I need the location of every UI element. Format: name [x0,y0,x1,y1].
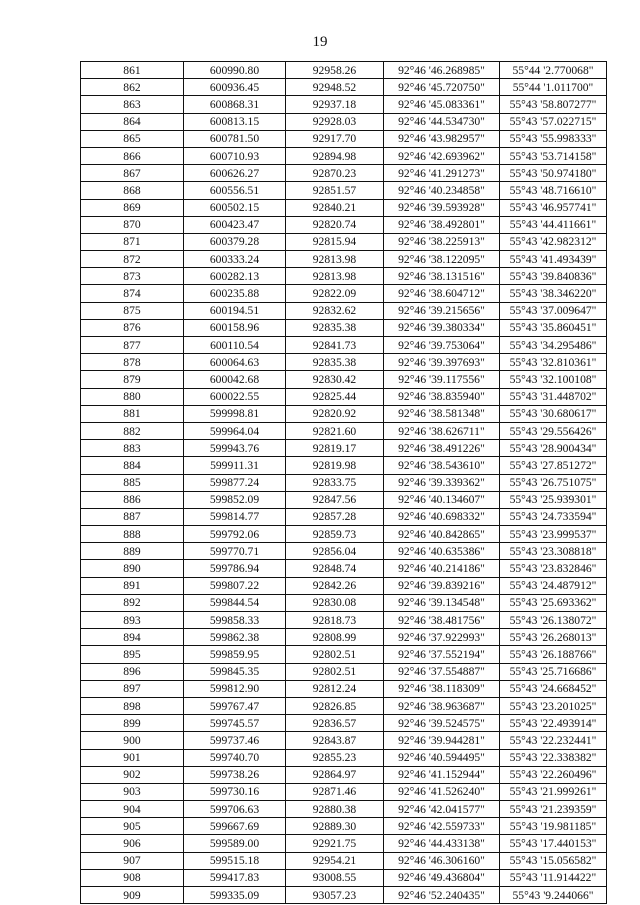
point-number-cell: 869 [81,199,184,216]
latitude-cell: 55°43 '25.716686" [500,663,607,680]
longitude-cell: 92°46 '39.117556" [384,371,500,388]
latitude-cell: 55°43 '31.448702" [500,388,607,405]
point-number-cell: 892 [81,594,184,611]
table-row [81,629,607,646]
point-number-cell: 908 [81,869,184,886]
table-row [81,818,607,835]
latitude-cell: 55°43 '44.411661" [500,216,607,233]
y-coordinate-cell: 92948.52 [286,79,384,96]
table-row [81,732,607,749]
y-coordinate-cell: 92842.26 [286,577,384,594]
longitude-cell: 92°46 '37.554887" [384,663,500,680]
x-coordinate-cell: 600379.28 [184,233,286,250]
table-row [81,646,607,663]
longitude-cell: 92°46 '41.152944" [384,766,500,783]
point-number-cell: 882 [81,422,184,439]
point-number-cell: 872 [81,251,184,268]
point-number-cell: 885 [81,474,184,491]
y-coordinate-cell: 92917.70 [286,130,384,147]
x-coordinate-cell: 599730.16 [184,783,286,800]
y-coordinate-cell: 92821.60 [286,422,384,439]
point-number-cell: 888 [81,526,184,543]
x-coordinate-cell: 600990.80 [184,62,286,79]
latitude-cell: 55°43 '28.900434" [500,440,607,457]
latitude-cell: 55°43 '38.346220" [500,285,607,302]
y-coordinate-cell: 92856.04 [286,543,384,560]
y-coordinate-cell: 92871.46 [286,783,384,800]
longitude-cell: 92°46 '45.720750" [384,79,500,96]
point-number-cell: 865 [81,130,184,147]
x-coordinate-cell: 599515.18 [184,852,286,869]
x-coordinate-cell: 599792.06 [184,526,286,543]
longitude-cell: 92°46 '38.963687" [384,697,500,714]
longitude-cell: 92°46 '40.635386" [384,543,500,560]
y-coordinate-cell: 92830.08 [286,594,384,611]
latitude-cell: 55°43 '53.714158" [500,147,607,164]
longitude-cell: 92°46 '49.436804" [384,869,500,886]
longitude-cell: 92°46 '44.433138" [384,835,500,852]
y-coordinate-cell: 93008.55 [286,869,384,886]
table-row [81,199,607,216]
latitude-cell: 55°43 '57.022715" [500,113,607,130]
table-row [81,388,607,405]
longitude-cell: 92°46 '40.214186" [384,560,500,577]
latitude-cell: 55°43 '24.733594" [500,508,607,525]
x-coordinate-cell: 600781.50 [184,130,286,147]
longitude-cell: 92°46 '39.944281" [384,732,500,749]
longitude-cell: 92°46 '38.581348" [384,405,500,422]
point-number-cell: 898 [81,697,184,714]
point-number-cell: 866 [81,147,184,164]
table-row [81,474,607,491]
longitude-cell: 92°46 '39.397693" [384,354,500,371]
table-row [81,663,607,680]
x-coordinate-cell: 599589.00 [184,835,286,852]
x-coordinate-cell: 599667.69 [184,818,286,835]
x-coordinate-cell: 599998.81 [184,405,286,422]
y-coordinate-cell: 93057.23 [286,887,384,904]
x-coordinate-cell: 599862.38 [184,629,286,646]
table-row [81,560,607,577]
latitude-cell: 55°43 '32.810361" [500,354,607,371]
coordinates-table [80,61,607,904]
latitude-cell: 55°43 '30.680617" [500,405,607,422]
point-number-cell: 904 [81,801,184,818]
table-row [81,337,607,354]
latitude-cell: 55°43 '42.982312" [500,233,607,250]
point-number-cell: 881 [81,405,184,422]
latitude-cell: 55°43 '17.440153" [500,835,607,852]
y-coordinate-cell: 92848.74 [286,560,384,577]
latitude-cell: 55°43 '22.260496" [500,766,607,783]
longitude-cell: 92°46 '46.306160" [384,852,500,869]
table-row [81,216,607,233]
y-coordinate-cell: 92813.98 [286,268,384,285]
latitude-cell: 55°43 '9.244066" [500,887,607,904]
latitude-cell: 55°44 '1.011700" [500,79,607,96]
longitude-cell: 92°46 '40.134607" [384,491,500,508]
y-coordinate-cell: 92818.73 [286,612,384,629]
table-row [81,869,607,886]
point-number-cell: 887 [81,508,184,525]
table-row [81,113,607,130]
point-number-cell: 896 [81,663,184,680]
point-number-cell: 879 [81,371,184,388]
y-coordinate-cell: 92835.38 [286,354,384,371]
table-row [81,130,607,147]
longitude-cell: 92°46 '46.268985" [384,62,500,79]
latitude-cell: 55°43 '25.939301" [500,491,607,508]
latitude-cell: 55°43 '23.999537" [500,526,607,543]
table-row [81,835,607,852]
y-coordinate-cell: 92840.21 [286,199,384,216]
latitude-cell: 55°43 '29.556426" [500,422,607,439]
point-number-cell: 868 [81,182,184,199]
point-number-cell: 893 [81,612,184,629]
longitude-cell: 92°46 '38.626711" [384,422,500,439]
longitude-cell: 92°46 '42.041577" [384,801,500,818]
longitude-cell: 92°46 '41.291273" [384,165,500,182]
y-coordinate-cell: 92870.23 [286,165,384,182]
table-row [81,887,607,904]
latitude-cell: 55°43 '26.751075" [500,474,607,491]
table-row [81,371,607,388]
longitude-cell: 92°46 '39.753064" [384,337,500,354]
x-coordinate-cell: 599911.31 [184,457,286,474]
latitude-cell: 55°43 '22.338382" [500,749,607,766]
table-row [81,715,607,732]
table-row [81,783,607,800]
y-coordinate-cell: 92813.98 [286,251,384,268]
latitude-cell: 55°43 '22.493914" [500,715,607,732]
y-coordinate-cell: 92835.38 [286,319,384,336]
y-coordinate-cell: 92808.99 [286,629,384,646]
longitude-cell: 92°46 '38.118309" [384,680,500,697]
table-row [81,62,607,79]
table-row [81,354,607,371]
x-coordinate-cell: 599844.54 [184,594,286,611]
y-coordinate-cell: 92815.94 [286,233,384,250]
y-coordinate-cell: 92830.42 [286,371,384,388]
point-number-cell: 862 [81,79,184,96]
y-coordinate-cell: 92880.38 [286,801,384,818]
longitude-cell: 92°46 '40.234858" [384,182,500,199]
point-number-cell: 907 [81,852,184,869]
point-number-cell: 900 [81,732,184,749]
longitude-cell: 92°46 '39.839216" [384,577,500,594]
table-row [81,302,607,319]
y-coordinate-cell: 92864.97 [286,766,384,783]
table-row [81,165,607,182]
longitude-cell: 92°46 '40.594495" [384,749,500,766]
x-coordinate-cell: 600282.13 [184,268,286,285]
point-number-cell: 909 [81,887,184,904]
longitude-cell: 92°46 '42.693962" [384,147,500,164]
latitude-cell: 55°43 '23.832846" [500,560,607,577]
longitude-cell: 92°46 '39.380334" [384,319,500,336]
x-coordinate-cell: 599814.77 [184,508,286,525]
x-coordinate-cell: 600158.96 [184,319,286,336]
point-number-cell: 889 [81,543,184,560]
latitude-cell: 55°43 '58.807277" [500,96,607,113]
longitude-cell: 92°46 '38.543610" [384,457,500,474]
latitude-cell: 55°43 '39.840836" [500,268,607,285]
longitude-cell: 92°46 '39.215656" [384,302,500,319]
point-number-cell: 895 [81,646,184,663]
longitude-cell: 92°46 '40.698332" [384,508,500,525]
y-coordinate-cell: 92937.18 [286,96,384,113]
longitude-cell: 92°46 '37.922993" [384,629,500,646]
longitude-cell: 92°46 '42.559733" [384,818,500,835]
page-number: 19 [312,34,328,50]
x-coordinate-cell: 599845.35 [184,663,286,680]
table-row [81,801,607,818]
longitude-cell: 92°46 '38.835940" [384,388,500,405]
longitude-cell: 92°46 '37.552194" [384,646,500,663]
latitude-cell: 55°43 '32.100108" [500,371,607,388]
table-row [81,422,607,439]
point-number-cell: 894 [81,629,184,646]
latitude-cell: 55°43 '37.009647" [500,302,607,319]
point-number-cell: 899 [81,715,184,732]
y-coordinate-cell: 92819.98 [286,457,384,474]
point-number-cell: 870 [81,216,184,233]
latitude-cell: 55°43 '22.232441" [500,732,607,749]
x-coordinate-cell: 599852.09 [184,491,286,508]
table-row [81,147,607,164]
latitude-cell: 55°43 '26.268013" [500,629,607,646]
table-row [81,697,607,714]
x-coordinate-cell: 599417.83 [184,869,286,886]
longitude-cell: 92°46 '40.842865" [384,526,500,543]
point-number-cell: 878 [81,354,184,371]
longitude-cell: 92°46 '39.134548" [384,594,500,611]
latitude-cell: 55°43 '24.487912" [500,577,607,594]
point-number-cell: 876 [81,319,184,336]
x-coordinate-cell: 600235.88 [184,285,286,302]
table-row [81,79,607,96]
x-coordinate-cell: 599859.95 [184,646,286,663]
x-coordinate-cell: 600626.27 [184,165,286,182]
table-row [81,594,607,611]
x-coordinate-cell: 600502.15 [184,199,286,216]
longitude-cell: 92°46 '41.526240" [384,783,500,800]
x-coordinate-cell: 599745.57 [184,715,286,732]
y-coordinate-cell: 92928.03 [286,113,384,130]
table-row [81,268,607,285]
point-number-cell: 905 [81,818,184,835]
y-coordinate-cell: 92833.75 [286,474,384,491]
x-coordinate-cell: 600813.15 [184,113,286,130]
point-number-cell: 902 [81,766,184,783]
y-coordinate-cell: 92921.75 [286,835,384,852]
x-coordinate-cell: 599767.47 [184,697,286,714]
latitude-cell: 55°43 '46.957741" [500,199,607,216]
y-coordinate-cell: 92889.30 [286,818,384,835]
longitude-cell: 92°46 '38.481756" [384,612,500,629]
point-number-cell: 873 [81,268,184,285]
point-number-cell: 863 [81,96,184,113]
point-number-cell: 884 [81,457,184,474]
table-row [81,526,607,543]
table-row [81,319,607,336]
latitude-cell: 55°43 '21.239359" [500,801,607,818]
x-coordinate-cell: 599858.33 [184,612,286,629]
latitude-cell: 55°43 '26.188766" [500,646,607,663]
table-row [81,852,607,869]
latitude-cell: 55°43 '55.998333" [500,130,607,147]
longitude-cell: 92°46 '38.131516" [384,268,500,285]
x-coordinate-cell: 600110.54 [184,337,286,354]
x-coordinate-cell: 600710.93 [184,147,286,164]
y-coordinate-cell: 92820.74 [286,216,384,233]
table-row [81,543,607,560]
table-row [81,749,607,766]
y-coordinate-cell: 92847.56 [286,491,384,508]
latitude-cell: 55°43 '41.493439" [500,251,607,268]
x-coordinate-cell: 599807.22 [184,577,286,594]
longitude-cell: 92°46 '44.534730" [384,113,500,130]
y-coordinate-cell: 92802.51 [286,646,384,663]
x-coordinate-cell: 600042.68 [184,371,286,388]
table-row [81,233,607,250]
y-coordinate-cell: 92857.28 [286,508,384,525]
table-row [81,405,607,422]
y-coordinate-cell: 92841.73 [286,337,384,354]
y-coordinate-cell: 92802.51 [286,663,384,680]
latitude-cell: 55°44 '2.770068" [500,62,607,79]
table-row [81,182,607,199]
latitude-cell: 55°43 '26.138072" [500,612,607,629]
point-number-cell: 901 [81,749,184,766]
latitude-cell: 55°43 '19.981185" [500,818,607,835]
table-row [81,251,607,268]
point-number-cell: 861 [81,62,184,79]
y-coordinate-cell: 92851.57 [286,182,384,199]
x-coordinate-cell: 599770.71 [184,543,286,560]
x-coordinate-cell: 599964.04 [184,422,286,439]
point-number-cell: 890 [81,560,184,577]
point-number-cell: 864 [81,113,184,130]
point-number-cell: 891 [81,577,184,594]
longitude-cell: 92°46 '52.240435" [384,887,500,904]
point-number-cell: 880 [81,388,184,405]
y-coordinate-cell: 92822.09 [286,285,384,302]
x-coordinate-cell: 600868.31 [184,96,286,113]
point-number-cell: 874 [81,285,184,302]
x-coordinate-cell: 599740.70 [184,749,286,766]
longitude-cell: 92°46 '38.491226" [384,440,500,457]
longitude-cell: 92°46 '39.524575" [384,715,500,732]
x-coordinate-cell: 599738.26 [184,766,286,783]
latitude-cell: 55°43 '25.693362" [500,594,607,611]
x-coordinate-cell: 599335.09 [184,887,286,904]
latitude-cell: 55°43 '21.999261" [500,783,607,800]
y-coordinate-cell: 92958.26 [286,62,384,79]
longitude-cell: 92°46 '39.339362" [384,474,500,491]
point-number-cell: 897 [81,680,184,697]
y-coordinate-cell: 92836.57 [286,715,384,732]
table-row [81,508,607,525]
point-number-cell: 871 [81,233,184,250]
x-coordinate-cell: 600064.63 [184,354,286,371]
point-number-cell: 906 [81,835,184,852]
table-row [81,285,607,302]
x-coordinate-cell: 600333.24 [184,251,286,268]
table-row [81,612,607,629]
latitude-cell: 55°43 '50.974180" [500,165,607,182]
x-coordinate-cell: 599706.63 [184,801,286,818]
x-coordinate-cell: 600194.51 [184,302,286,319]
point-number-cell: 867 [81,165,184,182]
longitude-cell: 92°46 '45.083361" [384,96,500,113]
table-row [81,491,607,508]
coordinates-table-body [81,62,607,904]
y-coordinate-cell: 92826.85 [286,697,384,714]
y-coordinate-cell: 92825.44 [286,388,384,405]
y-coordinate-cell: 92859.73 [286,526,384,543]
x-coordinate-cell: 599786.94 [184,560,286,577]
x-coordinate-cell: 599812.90 [184,680,286,697]
x-coordinate-cell: 599737.46 [184,732,286,749]
table-row [81,457,607,474]
table-row [81,96,607,113]
longitude-cell: 92°46 '43.982957" [384,130,500,147]
x-coordinate-cell: 600556.51 [184,182,286,199]
longitude-cell: 92°46 '38.225913" [384,233,500,250]
x-coordinate-cell: 600936.45 [184,79,286,96]
y-coordinate-cell: 92954.21 [286,852,384,869]
point-number-cell: 886 [81,491,184,508]
table-row [81,680,607,697]
y-coordinate-cell: 92855.23 [286,749,384,766]
x-coordinate-cell: 599943.76 [184,440,286,457]
latitude-cell: 55°43 '23.201025" [500,697,607,714]
latitude-cell: 55°43 '24.668452" [500,680,607,697]
point-number-cell: 883 [81,440,184,457]
y-coordinate-cell: 92812.24 [286,680,384,697]
point-number-cell: 877 [81,337,184,354]
latitude-cell: 55°43 '23.308818" [500,543,607,560]
y-coordinate-cell: 92832.62 [286,302,384,319]
latitude-cell: 55°43 '48.716610" [500,182,607,199]
latitude-cell: 55°43 '27.851272" [500,457,607,474]
x-coordinate-cell: 599877.24 [184,474,286,491]
latitude-cell: 55°43 '34.295486" [500,337,607,354]
longitude-cell: 92°46 '38.492801" [384,216,500,233]
longitude-cell: 92°46 '38.604712" [384,285,500,302]
longitude-cell: 92°46 '39.593928" [384,199,500,216]
y-coordinate-cell: 92820.92 [286,405,384,422]
x-coordinate-cell: 600423.47 [184,216,286,233]
latitude-cell: 55°43 '35.860451" [500,319,607,336]
table-row [81,440,607,457]
point-number-cell: 903 [81,783,184,800]
y-coordinate-cell: 92843.87 [286,732,384,749]
latitude-cell: 55°43 '15.056582" [500,852,607,869]
longitude-cell: 92°46 '38.122095" [384,251,500,268]
table-row [81,766,607,783]
table-row [81,577,607,594]
y-coordinate-cell: 92819.17 [286,440,384,457]
y-coordinate-cell: 92894.98 [286,147,384,164]
latitude-cell: 55°43 '11.914422" [500,869,607,886]
x-coordinate-cell: 600022.55 [184,388,286,405]
point-number-cell: 875 [81,302,184,319]
